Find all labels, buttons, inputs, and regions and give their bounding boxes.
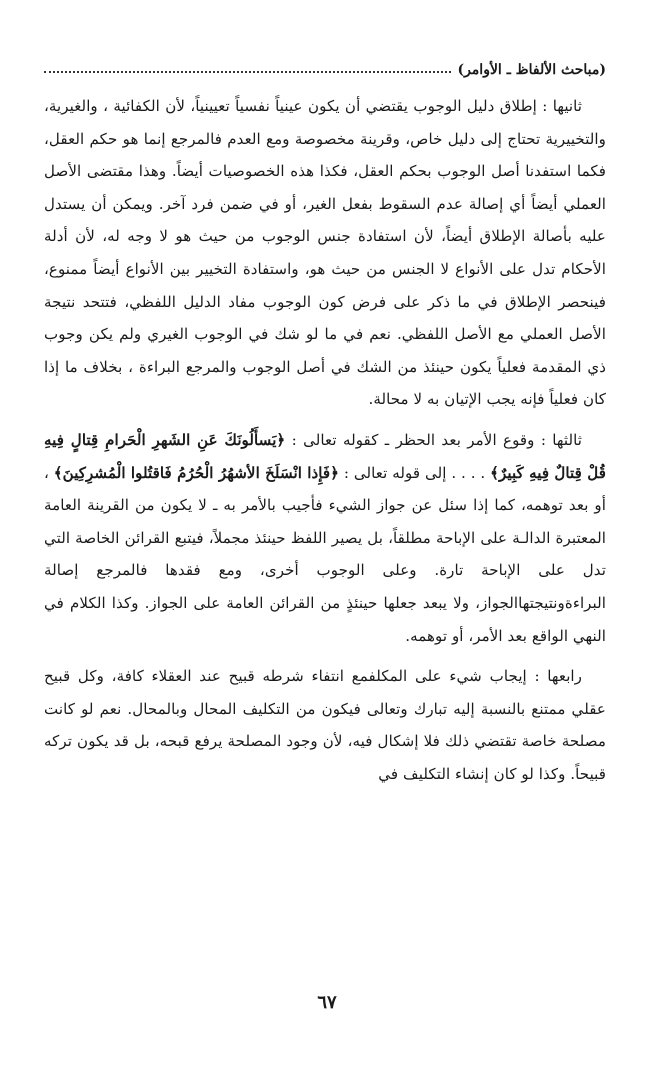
third-point-rest: ، أو بعد توهمه، كما إذا سئل عن جواز الشيء فأجيب بالأمر به ـ لا يكون من القرينة العامة المعتبرة الدالـة على الإباحة مطلقاً، بل يصير اللفظ حينئذ مجملاً، فيتبع القرائن الخاصة التي تدل على الإباحة تارة. وعلى الوجوب أخرى، ومع فقدها فالمرجع إصالة البراءةونتيجتهاالجواز، ولا يبعد جعلها حينئذٍ من القرائن العامة على الجواز. وكذا الكلام في النهي الواقع بعد الأمر، أو توهمه. (44, 463, 606, 645)
running-header-title: (مباحث الألفاظ ـ الأوامر) (457, 62, 606, 78)
third-point-mid: . . . . إلى قوله تعالى : (339, 463, 491, 482)
quran-quote-2: ﴿فَإِذا انْسَلَخَ الأشهُرُ الْحُرُمُ فَاقتُلوا الْمُشرِكِينَ﴾ (53, 463, 340, 482)
body-text (44, 90, 606, 790)
paragraph-second-point: ثانيها : إطلاق دليل الوجوب يقتضي أن يكون عينياً نفسياً تعيينياً، لأن الكفائية ، والغيرية، والتخييرية تحتاج إلى دليل خاص، وقرينة مخصوصة ومع العدم فالمرجع إنما هو حكم العقل، فكما استفدنا أصل الوجوب بحكم العقل، فكذا هذه الخصوصيات أيضاً. وهذا مقتضى الأصل العملي أيضاً أي إصالة عدم السقوط بفعل الغير، أو في ضمن فرد آخر. ويمكن أن يستدل عليه بأصالة الإطلاق أيضاً، لأن استفادة جنس الوجوب من حيث هو لا وجه له، لأن أدلة الأحكام تدل على الأنواع لا الجنس من حيث هو، واستفادة التخيير بين الأنواع أيضاً ممنوع، فينحصر الإطلاق في ما ذكر على فرض كون الوجوب مفاد الدليل اللفظي، فتتحد نتيجة الأصل العملي مع الأصل اللفظي. نعم في ما لو شك في الوجوب الغيري ولم يكن وجوب ذي المقدمة فعلياً يكون حينئذ من الشك في أصل الوجوب والمرجع البراءة ، بخلاف ما إذا كان فعلياً فإنه يجب الإتيان به لا محالة. (44, 97, 606, 409)
paragraph-third-point (44, 424, 606, 652)
page-number: ٦٧ (317, 992, 337, 1013)
running-header (44, 52, 606, 78)
header-dotted-rule (44, 71, 451, 73)
quran-quote-1: ﴿يَسأَلُونَكَ عَنِ الشَهرِ الْحَرامِ قِتالٍ فِيهِ قُلْ قِتالٌ فِيهِ كَبِيرٌ﴾ (44, 430, 606, 482)
third-point-intro: ثالثها : وقوع الأمر بعد الحظر ـ كقوله تعالى : (285, 430, 582, 449)
paragraph-fourth-point: رابعها : إيجاب شيء على المكلفمع انتفاء شرطه قبيح عند العقلاء كافة، وكل قبيح عقلي ممتنع بالنسبة إليه تبارك وتعالى فيكون من التكليف المحال وبالمحال. نعم لو كانت مصلحة خاصة تقتضي ذلك فلا إشكال فيه، لأن وجود المصلحة يرفع قبحه، بل قد يكون تركه قبيحاً. وكذا لو كان إنشاء التكليف في (44, 667, 606, 783)
